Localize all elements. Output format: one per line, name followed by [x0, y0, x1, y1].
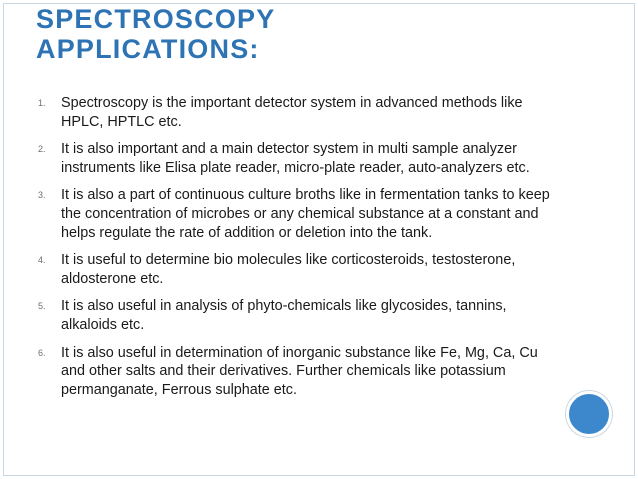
slide-title — [36, 4, 275, 64]
item-number: 5. — [38, 301, 46, 312]
item-number: 4. — [38, 255, 46, 266]
list-item — [38, 251, 558, 288]
title-line-1: SPECTROSCOPY — [36, 4, 276, 34]
item-text: It is also a part of continuous culture broths like in fermentation tanks to keep the concentration of microbes or any chemical substance at a constant and helps regulate the rate of addition or deletion into the tank. — [61, 187, 550, 241]
list-item — [38, 140, 558, 177]
item-number: 1. — [38, 98, 46, 108]
item-text: It is also useful in determination of inorganic substance like Fe, Mg, Ca, Cu and other salts and their derivatives. Further chemicals like potassium permanganate, Ferrous sulphate etc. — [61, 344, 538, 398]
item-number: 3. — [38, 190, 46, 201]
list-item — [38, 297, 558, 334]
item-number: 6. — [38, 347, 46, 358]
list-item — [38, 344, 558, 400]
list-item — [38, 186, 558, 242]
item-text: It is also important and a main detector system in multi sample analyzer instruments like Elisa plate reader, micro-plate reader, auto-analyzers etc. — [61, 141, 530, 176]
item-text: Spectroscopy is the important detector system in advanced methods like HPLC, HPTLC etc. — [61, 95, 523, 130]
decorative-circle-icon — [566, 391, 612, 437]
item-number: 2. — [38, 144, 46, 155]
item-text: It is also useful in analysis of phyto-chemicals like glycosides, tannins, alkaloids etc. — [61, 298, 507, 333]
item-text: It is useful to determine bio molecules like corticosteroids, testosterone, aldosterone etc. — [61, 252, 516, 287]
application-list — [38, 94, 558, 408]
title-line-2: APPLICATIONS: — [36, 34, 260, 64]
list-item — [38, 94, 558, 131]
